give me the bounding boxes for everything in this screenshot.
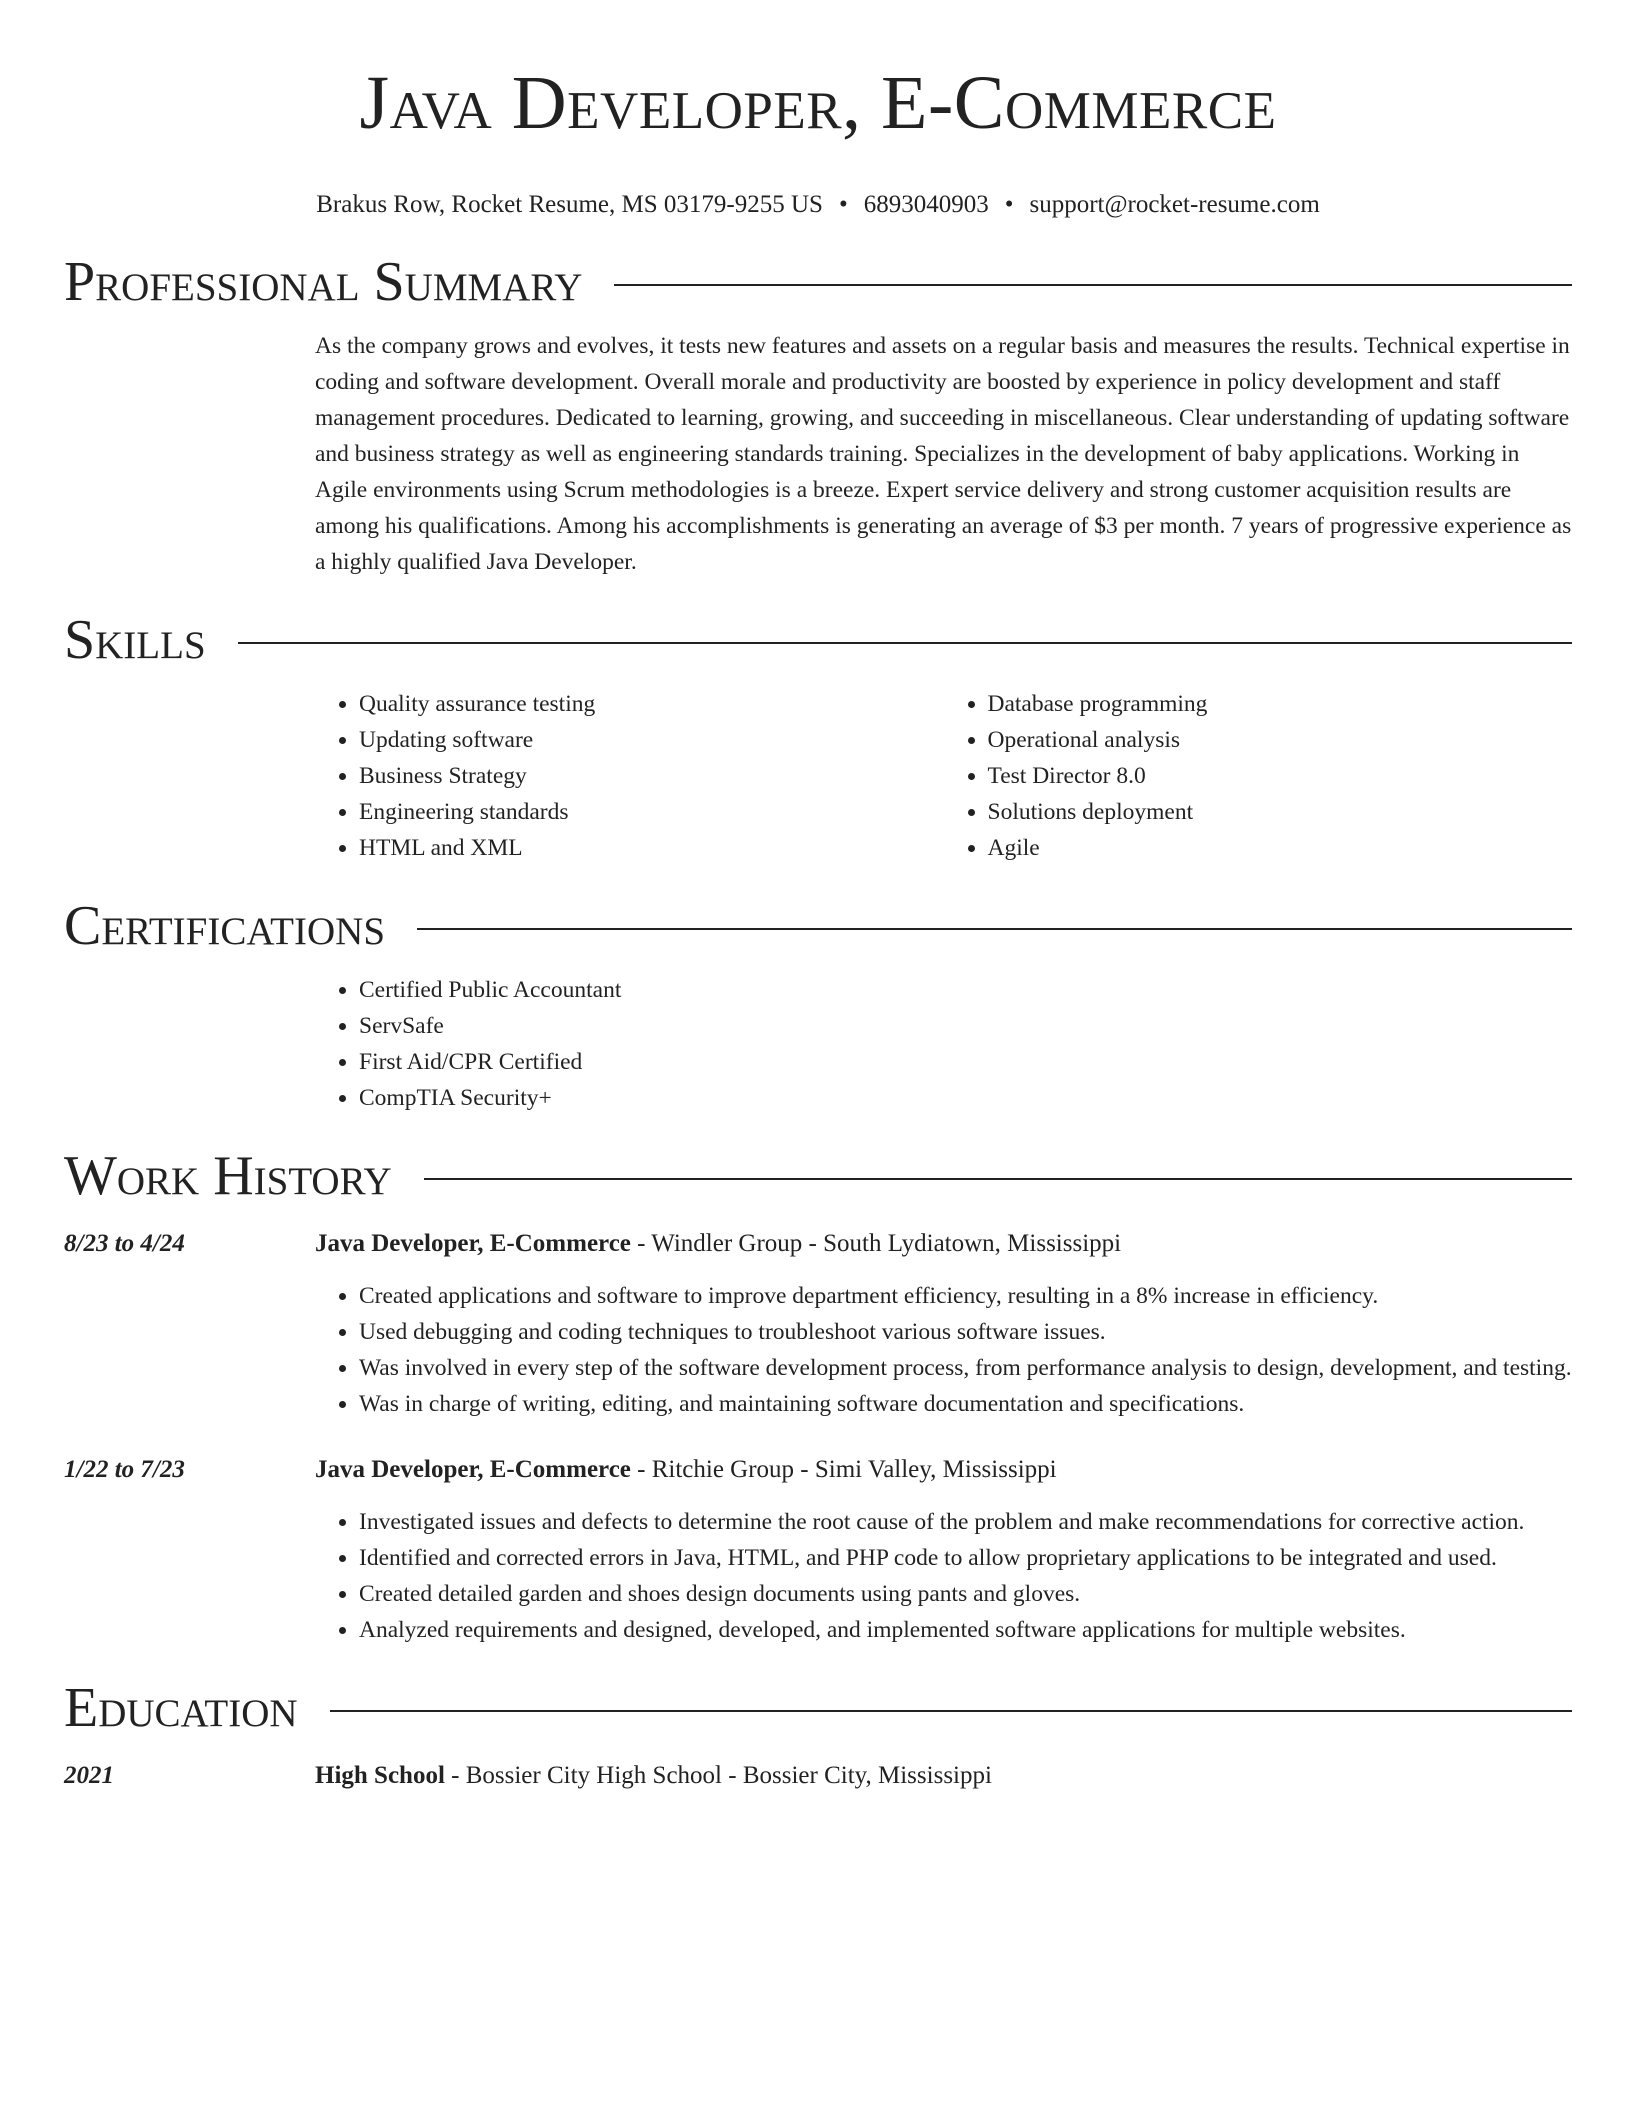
separator-2: •: [1004, 191, 1014, 218]
list-item: • Was in charge of writing, editing, and maintaining software documentation and specifications.: [359, 1386, 1572, 1422]
job-date: 8/23 to 4/24: [64, 1230, 185, 1257]
section-divider: [417, 928, 1572, 930]
candidate-name: Java Developer, E-Commerce: [359, 61, 1277, 145]
list-item: • Solutions deployment: [988, 794, 1573, 830]
list-item: • ServSafe: [359, 1008, 1572, 1044]
resume-page: [64, 0, 1572, 1794]
list-item: • Created applications and software to improve department efficiency, resulting in a 8% increase in efficiency.: [359, 1278, 1572, 1314]
education-details: - Bossier City High School - Bossier City, Mississippi: [444, 1762, 992, 1789]
section-divider: [424, 1178, 1572, 1180]
list-item: • HTML and XML: [359, 830, 944, 866]
list-item: • Investigated issues and defects to determine the root cause of the problem and make recommendations for corrective action.: [359, 1504, 1572, 1540]
list-item: • Identified and corrected errors in Java, HTML, and PHP code to allow proprietary applications to be integrated and used.: [359, 1540, 1572, 1576]
list-item: • Business Strategy: [359, 758, 944, 794]
section-divider: [614, 284, 1572, 286]
certifications-section: [315, 972, 1572, 1116]
job-bullets: [315, 1278, 1572, 1422]
list-item: • Analyzed requirements and designed, developed, and implemented software applications for multiple websites.: [359, 1612, 1572, 1648]
list-item: • Database programming: [988, 686, 1573, 722]
list-item: • CompTIA Security+: [359, 1080, 1572, 1116]
job-entry: [64, 1226, 1572, 1422]
job-entry: [64, 1452, 1572, 1648]
skills-section-header: [64, 608, 1572, 672]
contact-line: [64, 190, 1572, 220]
list-item: • Created detailed garden and shoes design documents using pants and gloves.: [359, 1576, 1572, 1612]
job-title: Java Developer, E-Commerce: [315, 1456, 631, 1483]
separator-1: •: [838, 191, 848, 218]
summary-heading: Professional Summary: [64, 251, 583, 313]
certifications-section-header: [64, 894, 1572, 958]
skills-list-left: [315, 686, 944, 866]
email: support@rocket-resume.com: [1029, 191, 1320, 218]
phone: 6893040903: [863, 191, 989, 218]
job-title: Java Developer, E-Commerce: [315, 1230, 631, 1257]
list-item: • Updating software: [359, 722, 944, 758]
education-entry: [64, 1758, 1572, 1794]
list-item: • Was involved in every step of the software development process, from performance analysis to design, development, and testing.: [359, 1350, 1572, 1386]
education-heading: Education: [64, 1677, 298, 1739]
education-section-header: [64, 1676, 1572, 1740]
list-item: • Test Director 8.0: [988, 758, 1573, 794]
section-divider: [238, 642, 1572, 644]
job-heading: [315, 1452, 1572, 1488]
education-heading-line: [315, 1758, 1572, 1794]
summary-section: [315, 328, 1572, 580]
list-item: • Quality assurance testing: [359, 686, 944, 722]
education-degree: High School: [315, 1762, 445, 1789]
job-body: [315, 1452, 1572, 1648]
job-body: [315, 1226, 1572, 1422]
job-bullets: [315, 1504, 1572, 1648]
job-details: - Windler Group - South Lydiatown, Mississippi: [630, 1230, 1122, 1257]
list-item: • Agile: [988, 830, 1573, 866]
skills-section: [315, 686, 1572, 866]
work-section-header: [64, 1144, 1572, 1208]
section-divider: [330, 1710, 1572, 1712]
summary-text: As the company grows and evolves, it tests new features and assets on a regular basis and measures the results. Technical expertise in coding and software development. Overall morale and productivity are boosted by experience in policy development and staff management procedures. Dedicated to learning, growing, and succeeding in miscellaneous. Clear understanding of updating software and business strategy as well as engineering standards training. Specializes in the development of baby applications. Working in Agile environments using Scrum methodologies is a breeze. Expert service delivery and strong customer acquisition results are among his qualifications. Among his accomplishments is generating an average of $3 per month. 7 years of progressive experience as a highly qualified Java Developer.: [315, 333, 1572, 575]
job-details: - Ritchie Group - Simi Valley, Mississippi: [630, 1456, 1057, 1483]
job-date: 1/22 to 7/23: [64, 1456, 185, 1483]
address: Brakus Row, Rocket Resume, MS 03179-9255 US: [316, 191, 823, 218]
education-body: [315, 1758, 1572, 1794]
list-item: • Operational analysis: [988, 722, 1573, 758]
list-item: • Engineering standards: [359, 794, 944, 830]
certifications-list: [315, 972, 1572, 1116]
certifications-heading: Certifications: [64, 895, 386, 957]
list-item: • First Aid/CPR Certified: [359, 1044, 1572, 1080]
job-heading: [315, 1226, 1572, 1262]
work-heading: Work History: [64, 1145, 392, 1207]
summary-section-header: [64, 250, 1572, 314]
list-item: • Certified Public Accountant: [359, 972, 1572, 1008]
skills-heading: Skills: [64, 609, 206, 671]
list-item: • Used debugging and coding techniques to troubleshoot various software issues.: [359, 1314, 1572, 1350]
education-date: 2021: [64, 1762, 114, 1789]
skills-list-right: [944, 686, 1573, 866]
